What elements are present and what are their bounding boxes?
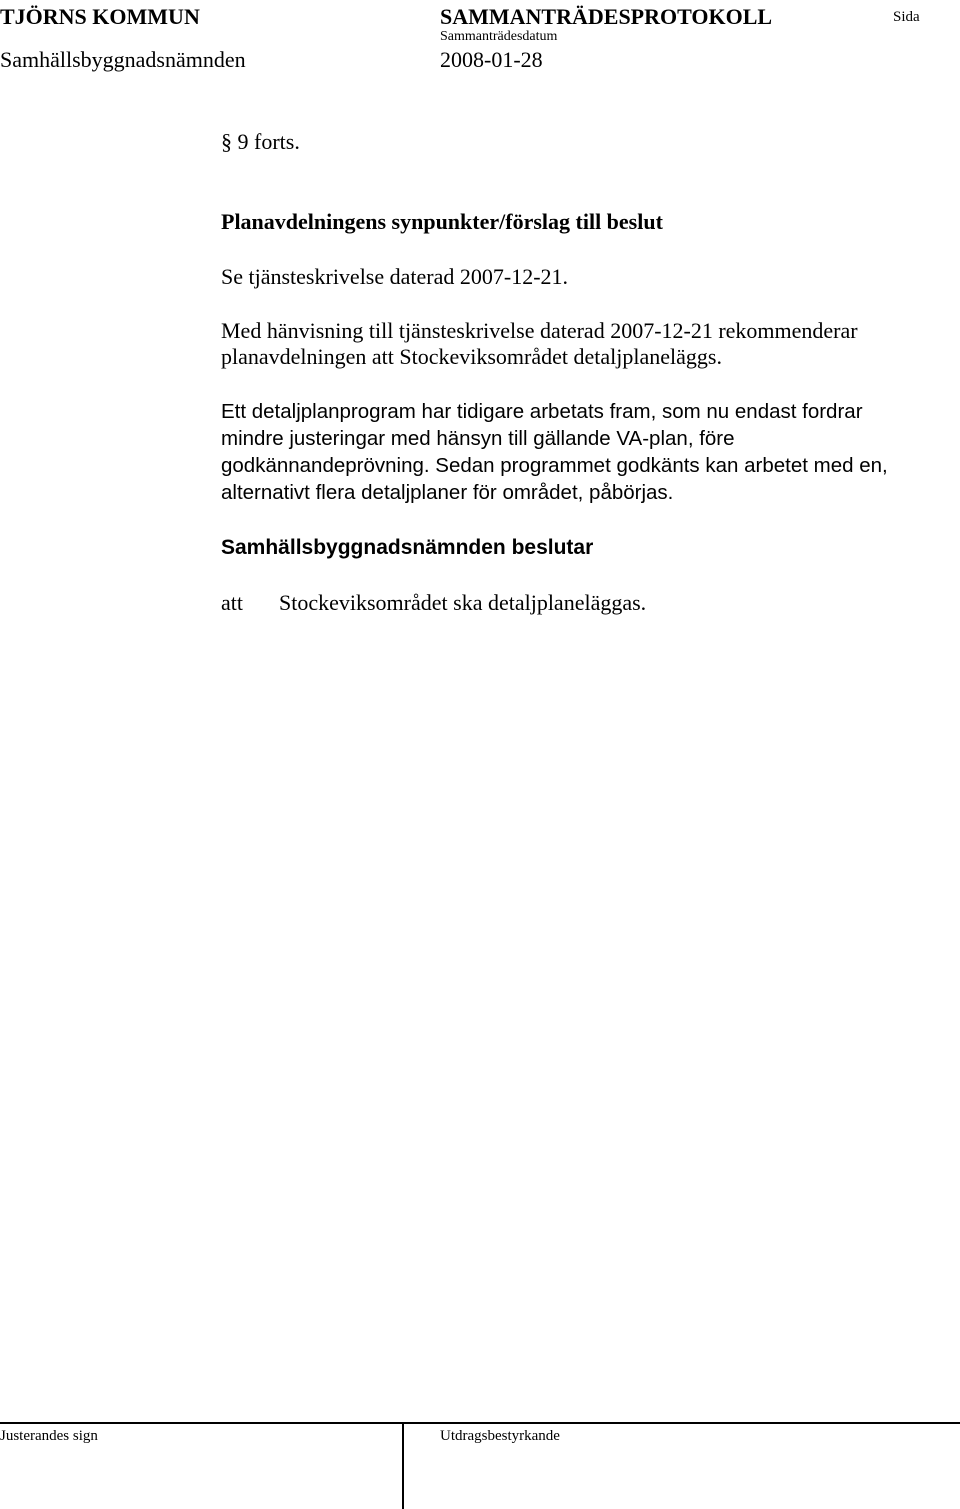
document-type: SAMMANTRÄDESPROTOKOLL <box>440 4 773 29</box>
certification-label: Utdragsbestyrkande <box>440 1428 560 1444</box>
reference-line: Se tjänsteskrivelse daterad 2007-12-21. <box>221 264 569 289</box>
organization-name: TJÖRNS KOMMUN <box>0 4 200 29</box>
decision-text: Stockeviksområdet ska detaljplaneläggas. <box>279 590 647 615</box>
decision-prefix: att <box>221 590 243 615</box>
signature-label: Justerandes sign <box>0 1428 98 1444</box>
footer-divider <box>0 1422 960 1424</box>
decision-heading: Samhällsbyggnadsnämnden beslutar <box>221 536 594 559</box>
page-label: Sida <box>893 9 920 25</box>
section-reference: § 9 forts. <box>221 129 300 154</box>
meeting-date-label: Sammanträdesdatum <box>440 29 558 44</box>
committee-name: Samhällsbyggnadsnämnden <box>0 47 246 72</box>
meeting-date: 2008-01-28 <box>440 47 543 72</box>
section-heading: Planavdelningens synpunkter/förslag till beslut <box>221 209 663 234</box>
footer-column-divider <box>402 1422 404 1509</box>
paragraph-recommendation: Med hänvisning till tjänsteskrivelse daterad 2007-12-21 rekommenderar planavdelningen att Stockeviksområdet detaljplaneläggs. <box>221 318 858 369</box>
paragraph-background: Ett detaljplanprogram har tidigare arbetats fram, som nu endast fordrar mindre justeringar med hänsyn till gällande VA-plan, före godkännandeprövning. Sedan programmet godkänts kan arbetet med en, alternativt flera detaljplaner för området, påbörjas. <box>221 400 888 504</box>
